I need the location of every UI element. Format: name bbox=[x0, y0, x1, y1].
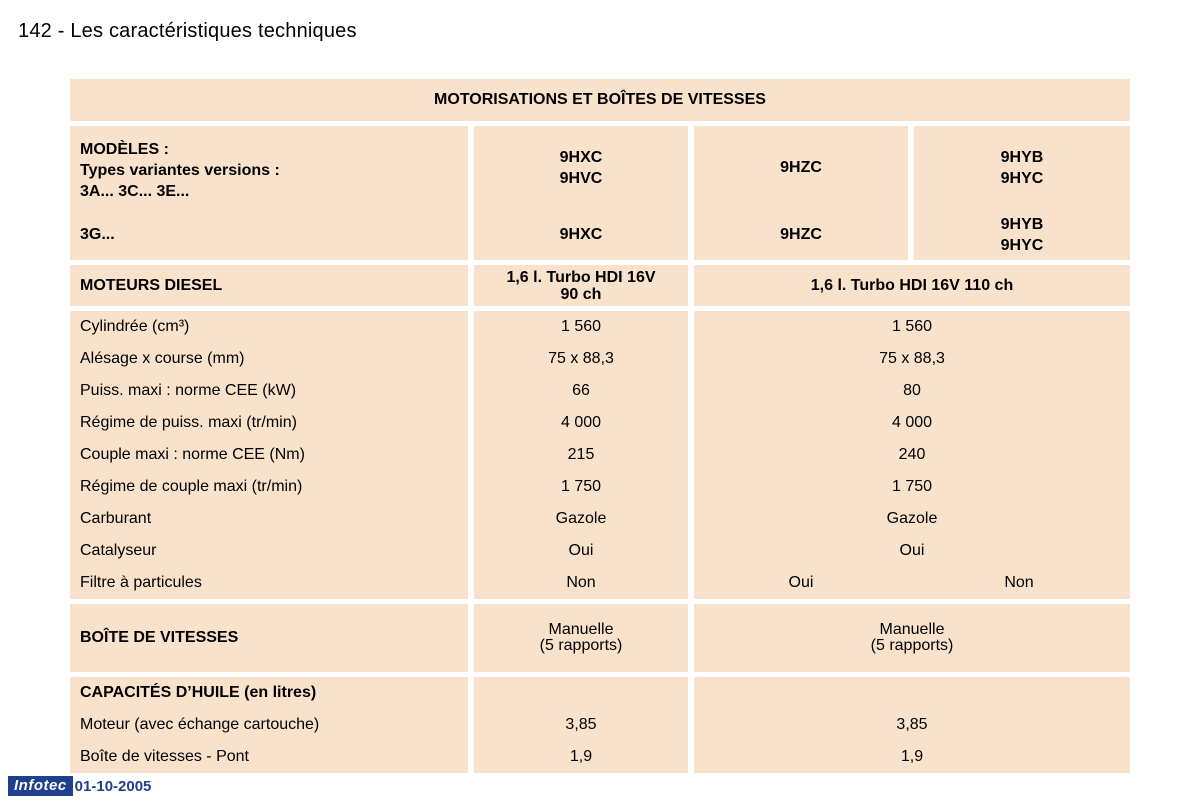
table-row bbox=[70, 709, 1130, 741]
spec-label: Régime de couple maxi (tr/min) bbox=[80, 478, 303, 495]
table-row bbox=[70, 343, 1130, 375]
spec-label: Moteur (avec échange cartouche) bbox=[80, 716, 320, 733]
models-label-line3: 3A... 3C... 3E... bbox=[80, 182, 190, 200]
filter-v2a: Oui bbox=[688, 567, 908, 599]
spec-value: 75 x 88,3 bbox=[688, 343, 1130, 375]
spec-label: Boîte de vitesses - Pont bbox=[80, 748, 249, 765]
models-label-line1: MODÈLES : bbox=[80, 140, 169, 158]
spec-value: 240 bbox=[688, 439, 1130, 471]
spec-label: Régime de puiss. maxi (tr/min) bbox=[80, 414, 297, 431]
spec-value: Oui bbox=[468, 535, 688, 567]
spec-value: 1,9 bbox=[688, 741, 1130, 773]
engine-name: 1,6 l. Turbo HDI 16V bbox=[506, 268, 656, 286]
spec-label: Puiss. maxi : norme CEE (kW) bbox=[80, 382, 297, 399]
model-code: 9HYC bbox=[1000, 170, 1044, 187]
spec-value: 1 560 bbox=[688, 311, 1130, 343]
model-code: 9HXC bbox=[559, 149, 603, 166]
gearbox-v1 bbox=[468, 604, 688, 672]
spec-label: Carburant bbox=[80, 510, 152, 527]
models-label bbox=[70, 126, 468, 210]
table-row bbox=[70, 407, 1130, 439]
gearbox-v2 bbox=[688, 604, 1130, 672]
specs-table bbox=[70, 79, 1130, 773]
engine-power: 90 ch bbox=[560, 285, 602, 303]
model-col3-top bbox=[908, 126, 1130, 210]
table-row bbox=[70, 311, 1130, 343]
table-row bbox=[70, 375, 1130, 407]
filter-v2b: Non bbox=[1004, 574, 1034, 591]
filter-label: Filtre à particules bbox=[80, 574, 202, 591]
model-col1-top bbox=[468, 126, 688, 210]
model-col2-top: 9HZC bbox=[688, 126, 908, 210]
spec-value: 4 000 bbox=[688, 407, 1130, 439]
table-row bbox=[70, 741, 1130, 773]
spec-value: 66 bbox=[468, 375, 688, 407]
gearbox-type: Manuelle bbox=[548, 621, 614, 638]
spec-value: 1,9 bbox=[468, 741, 688, 773]
spec-label: Cylindrée (cm³) bbox=[80, 318, 190, 335]
model-col3-3g bbox=[908, 210, 1130, 260]
engine-col2: 1,6 l. Turbo HDI 16V 110 ch bbox=[688, 265, 1130, 306]
spec-label: Alésage x course (mm) bbox=[80, 350, 245, 367]
spec-label: Catalyseur bbox=[80, 542, 157, 559]
model-col2-3g: 9HZC bbox=[688, 210, 908, 260]
models-label-line2: Types variantes versions : bbox=[80, 161, 280, 179]
gearbox-type: Manuelle bbox=[879, 621, 945, 638]
oil-label: CAPACITÉS D’HUILE (en litres) bbox=[80, 684, 317, 701]
table-row bbox=[70, 503, 1130, 535]
spec-value: Gazole bbox=[468, 503, 688, 535]
spec-value: Gazole bbox=[688, 503, 1130, 535]
engines-label: MOTEURS DIESEL bbox=[80, 276, 223, 294]
model-code: 9HYB bbox=[1000, 216, 1044, 233]
spec-value: 1 750 bbox=[468, 471, 688, 503]
footer-date: 01-10-2005 bbox=[74, 777, 152, 795]
model-code: 9HYB bbox=[1000, 149, 1044, 166]
model-code: 9HVC bbox=[559, 170, 603, 187]
spec-value: 75 x 88,3 bbox=[468, 343, 688, 375]
model-col1-3g: 9HXC bbox=[468, 210, 688, 260]
table-row bbox=[70, 471, 1130, 503]
gearbox-ratios: (5 rapports) bbox=[870, 637, 954, 654]
spec-value: Oui bbox=[688, 535, 1130, 567]
table-row bbox=[70, 535, 1130, 567]
engine-col1 bbox=[468, 265, 688, 306]
models-3g-label: 3G... bbox=[80, 226, 115, 243]
spec-value: 1 560 bbox=[468, 311, 688, 343]
spec-value: 4 000 bbox=[468, 407, 688, 439]
spec-value: 3,85 bbox=[468, 709, 688, 741]
spec-label: Couple maxi : norme CEE (Nm) bbox=[80, 446, 305, 463]
spec-value: 3,85 bbox=[688, 709, 1130, 741]
page-title: 142 - Les caractéristiques techniques bbox=[18, 20, 357, 42]
footer bbox=[8, 776, 151, 796]
spec-value: 80 bbox=[688, 375, 1130, 407]
table-title: MOTORISATIONS ET BOÎTES DE VITESSES bbox=[434, 91, 766, 108]
infotec-logo: Infotec bbox=[8, 776, 73, 796]
table-row bbox=[70, 439, 1130, 471]
spec-value: 1 750 bbox=[688, 471, 1130, 503]
gearbox-label: BOÎTE DE VITESSES bbox=[80, 629, 239, 646]
gearbox-ratios: (5 rapports) bbox=[539, 637, 623, 654]
filter-v1: Non bbox=[468, 567, 688, 599]
spec-value: 215 bbox=[468, 439, 688, 471]
model-code: 9HYC bbox=[1000, 237, 1044, 254]
